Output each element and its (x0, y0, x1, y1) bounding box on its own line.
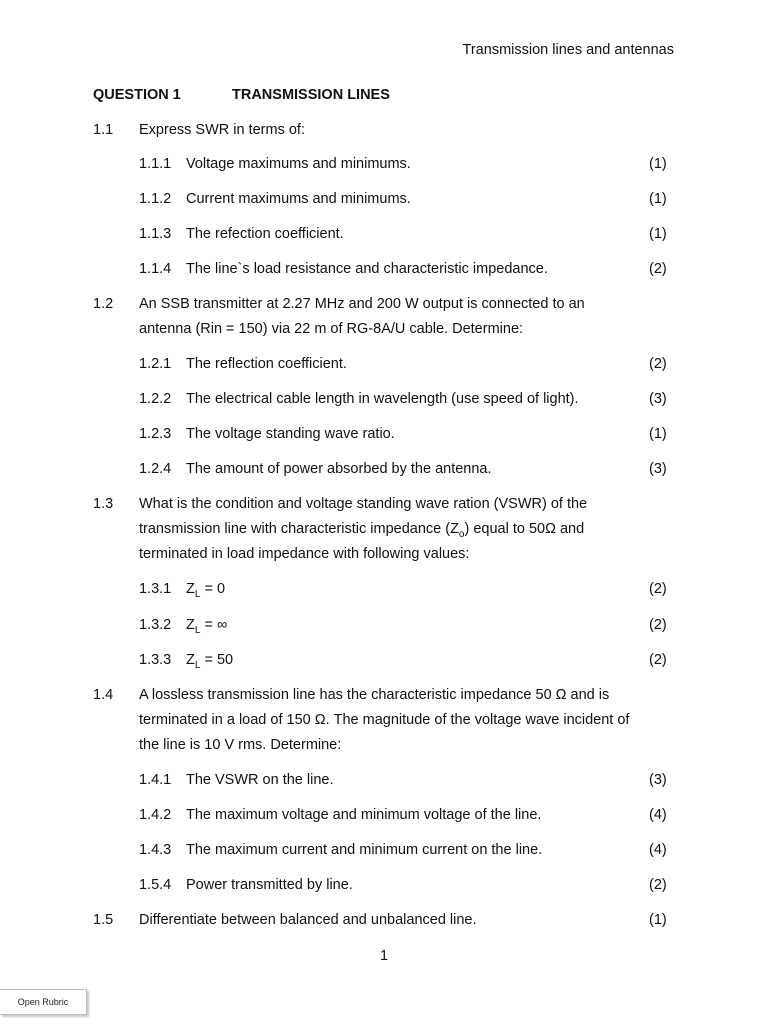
item-number: 1.2.1 (139, 356, 172, 372)
item-marks: (1) (649, 912, 667, 928)
item-text: The voltage standing wave ratio. (186, 426, 395, 442)
item-text: $Z_L$ = ∞ (186, 617, 228, 636)
page-header: Transmission lines and antennas (462, 42, 674, 58)
item-text: $Z_L = 50$ (186, 652, 234, 671)
item-number: 1.2.2 (139, 391, 172, 407)
item-number: 1.2.3 (139, 426, 172, 442)
subquestion-item (0, 391, 768, 413)
item-text-line: the line is 10 V rms. Determine: (139, 737, 342, 753)
item-number: 1.3 (93, 496, 114, 512)
item-marks: (3) (649, 461, 667, 477)
item-text: Voltage maximums and minimums. (186, 156, 411, 172)
item-text: Current maximums and minimums. (186, 191, 411, 207)
item-text-line: What is the condition and voltage standing wave ration (VSWR) of the (139, 496, 588, 512)
subquestion-item (0, 617, 768, 639)
subscript: o (458, 528, 465, 540)
item-marks: (2) (649, 617, 667, 633)
item-text-line: terminated in a load of 150 Ω. The magnitude of the voltage wave incident of (139, 712, 630, 728)
item-marks: (3) (649, 772, 667, 788)
item-marks: (2) (649, 356, 667, 372)
item-text-line: terminated in load impedance with following values: (139, 546, 470, 562)
subquestion-item (0, 461, 768, 483)
subquestion-item (0, 191, 768, 213)
item-marks: (2) (649, 261, 667, 277)
item-text: The maximum voltage and minimum voltage of the line. (186, 807, 542, 823)
item-text: The line`s load resistance and characteristic impedance. (186, 261, 548, 277)
item-number: 1.1.4 (139, 261, 172, 277)
item-number: 1.2.4 (139, 461, 172, 477)
item-text: The amount of power absorbed by the antenna. (186, 461, 492, 477)
question-item (0, 912, 768, 934)
item-marks: (4) (649, 807, 667, 823)
subquestion-item (0, 356, 768, 378)
subquestion-item (0, 807, 768, 829)
item-number: 1.1.1 (139, 156, 172, 172)
item-number: 1.4 (93, 687, 114, 703)
item-marks: (2) (649, 877, 667, 893)
item-marks: (1) (649, 156, 667, 172)
item-marks: (2) (649, 652, 667, 668)
question-number: QUESTION 1 (93, 87, 181, 103)
subquestion-item (0, 877, 768, 899)
item-text: Express SWR in terms of: (139, 122, 305, 138)
item-text: The VSWR on the line. (186, 772, 334, 788)
item-number: 1.4.1 (139, 772, 172, 788)
item-text: Power transmitted by line. (186, 877, 353, 893)
item-text-line: antenna (Rin = 150) via 22 m of RG-8A/U cable. Determine: (139, 321, 524, 337)
item-marks: (1) (649, 191, 667, 207)
text-segment: transmission line with characteristic impedance (Z (139, 521, 459, 537)
subquestion-item (0, 226, 768, 248)
question-item (0, 122, 768, 144)
question-item (0, 296, 768, 318)
item-marks: (1) (649, 226, 667, 242)
text-segment: ) equal to 50Ω and (464, 521, 585, 537)
item-number: 1.1 (93, 122, 114, 138)
item-marks: (1) (649, 426, 667, 442)
question-item (0, 687, 768, 709)
item-text: $Z_L = 0$ (186, 581, 226, 600)
item-marks: (2) (649, 581, 667, 597)
item-marks: (3) (649, 391, 667, 407)
subquestion-item (0, 261, 768, 283)
item-number: 1.3.3 (139, 652, 172, 668)
page-number: 1 (380, 948, 389, 964)
item-number: 1.1.2 (139, 191, 172, 207)
subquestion-item (0, 842, 768, 864)
item-marks: (4) (649, 842, 667, 858)
item-text-line: An SSB transmitter at 2.27 MHz and 200 W output is connected to an (139, 296, 585, 312)
item-text-line (139, 521, 584, 540)
item-text: Differentiate between balanced and unbalanced line. (139, 912, 477, 928)
subquestion-item (0, 772, 768, 794)
item-number: 1.2 (93, 296, 114, 312)
item-number: 1.3.2 (139, 617, 172, 633)
item-number: 1.5 (93, 912, 114, 928)
item-number: 1.4.3 (139, 842, 172, 858)
subquestion-item (0, 156, 768, 178)
item-text: The refection coefficient. (186, 226, 344, 242)
subquestion-item (0, 652, 768, 674)
question-title: TRANSMISSION LINES (232, 87, 390, 103)
question-item (0, 496, 768, 518)
item-text: The reflection coefficient. (186, 356, 347, 372)
item-number: 1.5.4 (139, 877, 172, 893)
item-number: 1.1.3 (139, 226, 172, 242)
subquestion-item (0, 581, 768, 603)
open-rubric-button[interactable]: Open Rubric (0, 989, 87, 1015)
item-text: The maximum current and minimum current on the line. (186, 842, 543, 858)
item-number: 1.4.2 (139, 807, 172, 823)
item-text: The electrical cable length in wavelength (use speed of light). (186, 391, 579, 407)
subquestion-item (0, 426, 768, 448)
item-text-line: A lossless transmission line has the characteristic impedance 50 Ω and is (139, 687, 610, 703)
item-number: 1.3.1 (139, 581, 172, 597)
